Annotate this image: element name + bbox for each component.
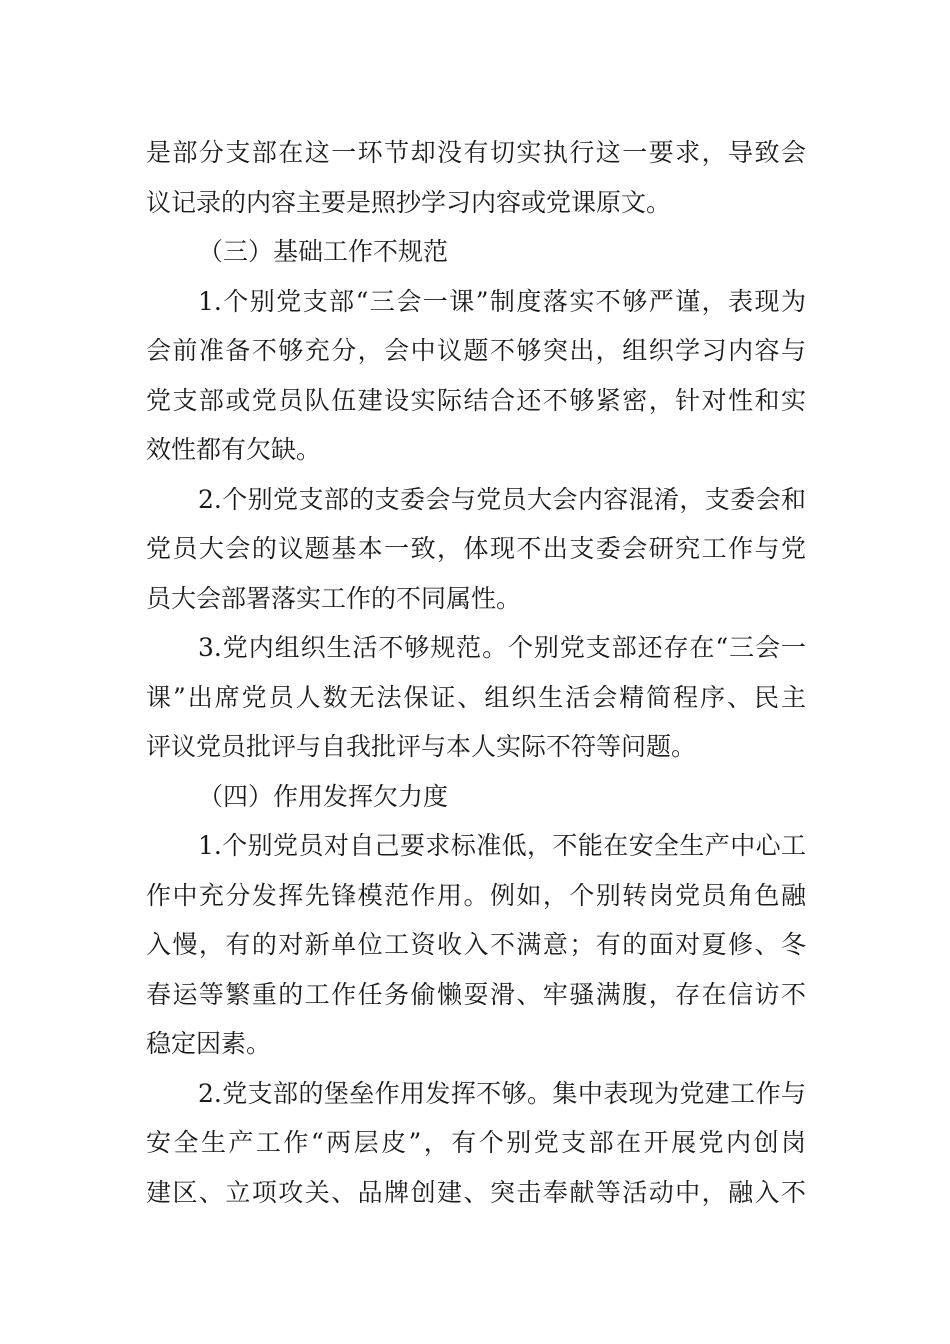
text-line: 党员大会的议题基本一致，体现不出支委会研究工作与党 <box>146 534 806 563</box>
paragraph-first-line: 1.个别党员对自己要求标准低，不能在安全生产中心工 <box>198 831 806 860</box>
text-line: 建区、立项攻关、品牌创建、突击奉献等活动中，融入不 <box>146 1177 806 1207</box>
text-line: 安全生产工作“两层皮”，有个别党支部在开展党内创岗 <box>146 1128 806 1157</box>
text-line: 效性都有欠缺。 <box>146 435 322 464</box>
text-line: 会前准备不够充分，会中议题不够突出，组织学习内容与 <box>146 336 806 365</box>
text-line: 是部分支部在这一环节却没有切实执行这一要求，导致会 <box>146 138 806 167</box>
document-page <box>146 128 806 1217</box>
text-line: 员大会部署落实工作的不同属性。 <box>146 583 522 613</box>
section-heading: （三）基础工作不规范 <box>198 237 449 266</box>
paragraph-first-line: 3.党内组织生活不够规范。个别党支部还存在“三会一 <box>198 633 806 662</box>
paragraph-first-line: 2.党支部的堡垒作用发挥不够。集中表现为党建工作与 <box>198 1078 806 1108</box>
text-line: 入慢，有的对新单位工资收入不满意；有的面对夏修、冬 <box>146 930 806 959</box>
paragraph-first-line: 1.个别党支部“三会一课”制度落实不够严谨，表现为 <box>198 286 806 316</box>
text-line: 党支部或党员队伍建设实际结合还不够紧密，针对性和实 <box>146 385 806 415</box>
paragraph-first-line: 2.个别党支部的支委会与党员大会内容混淆，支委会和 <box>198 484 806 514</box>
text-line: 议记录的内容主要是照抄学习内容或党课原文。 <box>146 187 672 217</box>
text-line: 春运等繁重的工作任务偷懒耍滑、牢骚满腹，存在信访不 <box>146 979 806 1009</box>
section-heading: （四）作用发挥欠力度 <box>198 781 449 811</box>
text-line: 作中充分发挥先锋模范作用。例如，个别转岗党员角色融 <box>146 880 806 910</box>
text-line: 评议党员批评与自我批评与本人实际不符等问题。 <box>146 732 697 761</box>
text-line: 课”出席党员人数无法保证、组织生活会精简程序、民主 <box>146 682 806 712</box>
text-line: 稳定因素。 <box>146 1029 272 1058</box>
